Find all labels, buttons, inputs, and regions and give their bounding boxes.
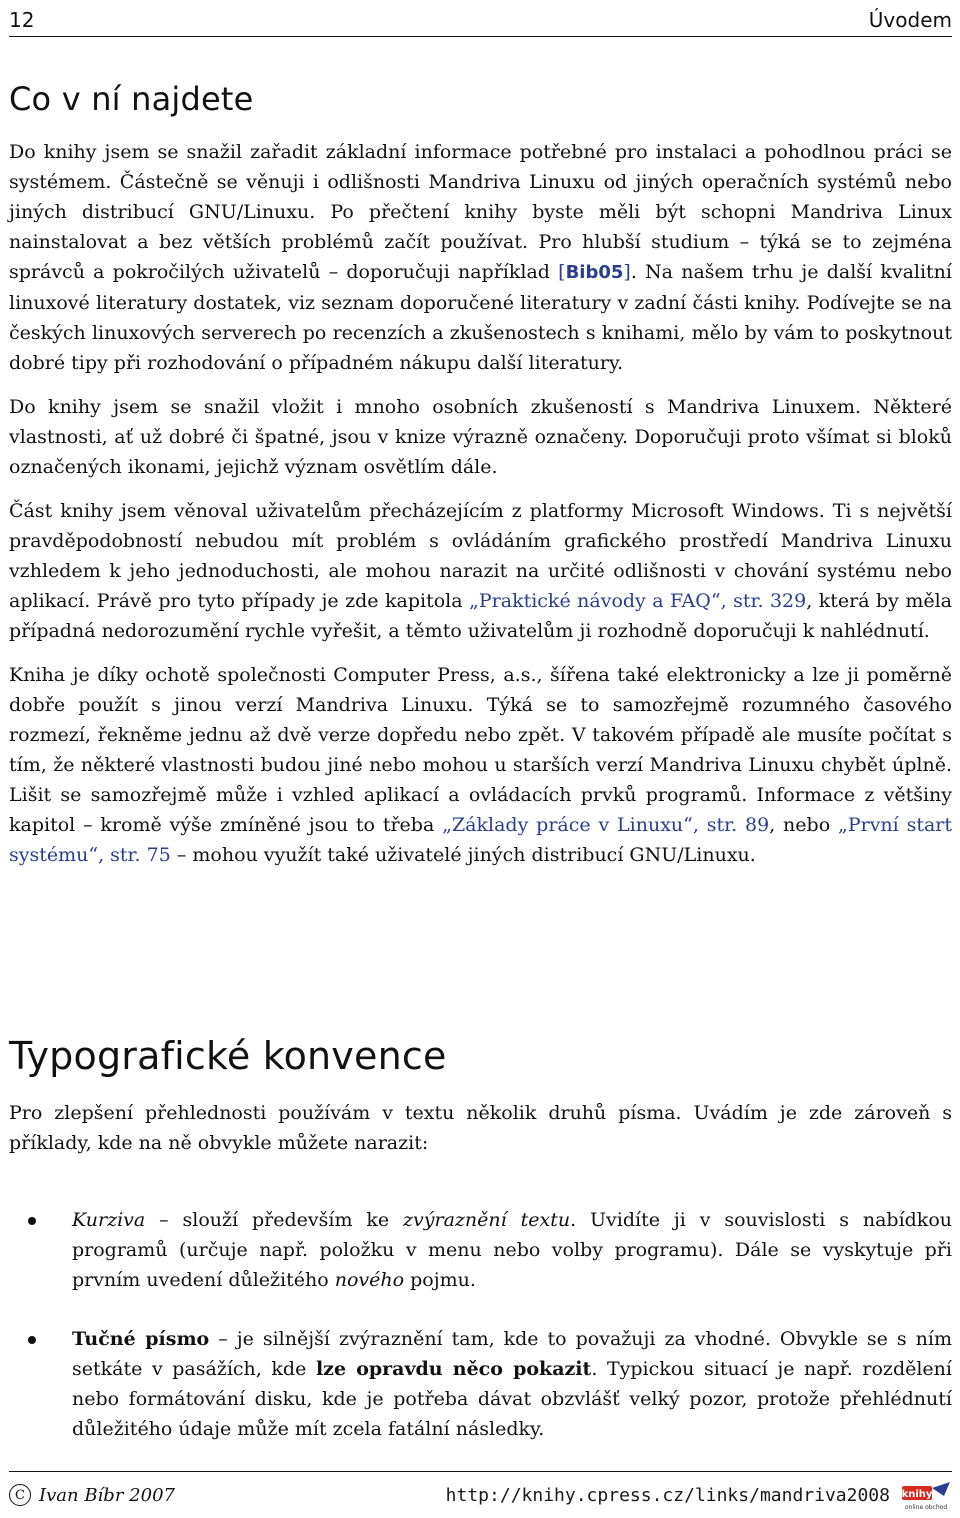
term-italic: Kurziva (72, 1209, 146, 1231)
crossref-link-prvni-start[interactable]: „První start systému“, str. 75 (9, 814, 953, 866)
paragraph-4 (9, 660, 952, 870)
crossref-link-zaklady-prace[interactable]: „Základy práce v Linuxu“, str. 89 (442, 814, 770, 836)
paragraph-1 (9, 137, 952, 378)
text-run: Kniha je díky ochotě společnosti Computer Press, a.s., šířena také elektronicky a lze ji poměrně dobře použít s jinou verzí Mandriva Linuxu. Týká se to samozřejmě rozumného časového rozmezí, řekněme jednu až dvě verze dopředu nebo zpět. V takovém případě ale musíte počítat s tím, že některé vlastnosti budou jiné nebo mohou u starších verzí Mandriva Linuxu chybět úplně. Lišit se samozřejmě může i vzhled aplikací a ovládacích prvků programů. Informace z většiny kapitol – kromě výše zmíněné jsou to třeba (9, 664, 952, 836)
convention-list (9, 1205, 952, 1444)
text-run: , která by měla případná nedorozumění rychle vyřešit, a těmto uživatelům ji rozhodně doporučuji k nahlédnutí. (9, 590, 952, 642)
text-run: Část knihy jsem věnoval uživatelům přecházejícím z platformy Microsoft Windows. Ti s největší pravděpodobností nebudou mít problém s ovládáním grafického prostředí Mandriva Linuxu vzhledem k jeho jednoduchosti, ale mohou narazit na určité odlišnosti v chování systému nebo aplikací. Právě pro tyto případy je zde kapitola (9, 500, 952, 612)
footer-links (446, 1478, 952, 1512)
author-name: Ivan Bíbr 2007 (39, 1484, 175, 1506)
list-item (9, 1324, 952, 1444)
paragraph-2: Do knihy jsem se snažil vložit i mnoho osobních zkušeností s Mandriva Linuxem. Některé vlastnosti, ať už dobré či špatné, jsou v knize výrazně označeny. Doporučuji proto všímat si bloků označených ikonami, jejichž význam osvětlím dále. (9, 396, 952, 478)
text-run: . Na našem trhu je další kvalitní linuxové literatury dostatek, viz seznam doporučené literatury v zadní části knihy. Podívejte se na českých linuxových serverech po recenzích a zkušenostech s knihami, mělo by vám to poskytnout dobré tipy při rozhodování o případném nákupu další literatury. (9, 261, 952, 374)
chapter-title: Úvodem (868, 8, 952, 32)
page-footer (9, 1471, 952, 1518)
emphasis: nového (334, 1269, 405, 1291)
page-number: 12 (9, 8, 35, 32)
section-heading-typograficke-konvence: Typografické konvence (9, 1034, 447, 1078)
citation-link-bib05[interactable]: Bib05 (565, 262, 624, 283)
copyright-icon: C (9, 1484, 31, 1506)
crossref-link-prakticke-navody[interactable]: „Praktické návody a FAQ“, str. 329 (469, 590, 807, 612)
paragraph-3 (9, 496, 952, 646)
text-run: pojmu. (404, 1269, 476, 1291)
text-run: . Uvidíte ji v souvislosti s nabídkou programů (určuje např. položku v menu nebo volby programu). Dále se vyskytuje při prvním uvedení důležitého (72, 1209, 952, 1291)
text-run: – mohou využít také uživatelé jiných distribucí GNU/Linuxu. (170, 844, 756, 866)
text-run: Do knihy jsem se snažil zařadit základní informace potřebné pro instalaci a pohodlnou práci se systémem. Částečně se věnuji i odlišnosti Mandriva Linuxu od jiných operačních systémů nebo jiných distribucí GNU/Linuxu. Po přečtení knihy byste měli být schopni Mandriva Linux nainstalovat a bez větších problémů začít používat. Pro hlubší studium – týká se to zejména správců a pokročilých uživatelů – doporučuji například (9, 141, 952, 283)
book-url-link[interactable]: http://knihy.cpress.cz/links/mandriva2008 (445, 1484, 890, 1506)
section-body-typograficke-konvence (9, 1098, 952, 1444)
list-item (9, 1205, 952, 1295)
text-run: . Typickou situací je např. rozdělení nebo formátování disku, kde je potřeba dávat obzvlášť velký pozor, protože přehlédnutí důležitého údaje může mít zcela fatální následky. (72, 1358, 952, 1440)
paragraph-intro: Pro zlepšení přehlednosti používám v textu několik druhů písma. Uvádím je zde zároveň s příklady, kde na ně obvykle můžete narazit: (9, 1102, 952, 1154)
bracket: ] (623, 261, 631, 283)
logo-subtext: online obchod (904, 1504, 948, 1511)
bullet-icon (28, 1336, 36, 1344)
knihy-logo-icon[interactable] (898, 1478, 952, 1512)
text-run: – je silnější zvýraznění tam, kde to považuji za vhodné. Obvykle se s ním setkáte v pasážích, kde (72, 1328, 952, 1380)
copyright-line (9, 1484, 175, 1506)
logo-text: knihy (901, 1489, 933, 1500)
bullet-icon (28, 1217, 36, 1225)
strong-emphasis: lze opravdu něco pokazit (315, 1358, 592, 1380)
text-run: – slouží především ke (145, 1209, 404, 1231)
running-head (9, 4, 952, 37)
section-body-co-v-ni-najdete (9, 137, 952, 870)
text-run: , nebo (769, 814, 838, 836)
section-heading-co-v-ni-najdete: Co v ní najdete (9, 80, 254, 118)
emphasis: zvýraznění textu (403, 1209, 571, 1231)
term-bold: Tučné písmo (72, 1328, 210, 1350)
bracket: [ (558, 261, 566, 283)
